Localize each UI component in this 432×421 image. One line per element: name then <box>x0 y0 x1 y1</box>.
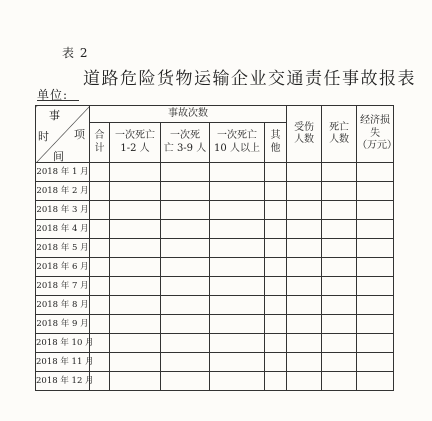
data-cell[interactable] <box>161 334 210 353</box>
data-cell[interactable] <box>210 258 265 277</box>
data-cell[interactable] <box>210 372 265 391</box>
data-cell[interactable] <box>265 315 287 334</box>
data-cell[interactable] <box>322 353 357 372</box>
data-cell[interactable] <box>287 163 322 182</box>
table-row <box>36 220 394 239</box>
table-number: 表 2 <box>62 46 89 60</box>
data-cell[interactable] <box>357 315 394 334</box>
other-header: 其 他 <box>265 123 287 163</box>
month-cell: 2018 年 10 月 <box>36 334 90 353</box>
data-cell[interactable] <box>90 182 110 201</box>
data-cell[interactable] <box>322 163 357 182</box>
table-row <box>36 296 394 315</box>
data-cell[interactable] <box>210 277 265 296</box>
data-cell[interactable] <box>357 258 394 277</box>
data-cell[interactable] <box>322 334 357 353</box>
data-cell[interactable] <box>357 163 394 182</box>
table-row <box>36 334 394 353</box>
month-cell: 2018 年 5 月 <box>36 239 90 258</box>
data-cell[interactable] <box>210 353 265 372</box>
data-cell[interactable] <box>110 163 161 182</box>
data-cell[interactable] <box>287 353 322 372</box>
data-cell[interactable] <box>287 182 322 201</box>
data-cell[interactable] <box>322 277 357 296</box>
data-cell[interactable] <box>161 296 210 315</box>
data-cell[interactable] <box>161 258 210 277</box>
data-cell[interactable] <box>110 315 161 334</box>
data-cell[interactable] <box>110 296 161 315</box>
data-cell[interactable] <box>161 163 210 182</box>
data-cell[interactable] <box>357 220 394 239</box>
data-cell[interactable] <box>322 315 357 334</box>
data-cell[interactable] <box>90 315 110 334</box>
data-cell[interactable] <box>265 353 287 372</box>
table-row <box>36 239 394 258</box>
data-cell[interactable] <box>265 201 287 220</box>
data-cell[interactable] <box>161 220 210 239</box>
table-row <box>36 353 394 372</box>
data-cell[interactable] <box>287 201 322 220</box>
data-cell[interactable] <box>265 372 287 391</box>
corner-label-top: 事 <box>49 109 60 122</box>
month-cell: 2018 年 12 月 <box>36 372 90 391</box>
data-cell[interactable] <box>210 334 265 353</box>
data-cell[interactable] <box>287 258 322 277</box>
month-cell: 2018 年 1 月 <box>36 163 90 182</box>
deaths-1-2-header: 一次死亡 1-2 人 <box>110 123 161 163</box>
data-cell[interactable] <box>210 315 265 334</box>
data-cell[interactable] <box>110 239 161 258</box>
data-cell[interactable] <box>90 258 110 277</box>
accident-report-table <box>35 105 398 391</box>
data-cell[interactable] <box>322 220 357 239</box>
data-cell[interactable] <box>322 296 357 315</box>
month-cell: 2018 年 4 月 <box>36 220 90 239</box>
data-cell[interactable] <box>287 220 322 239</box>
data-cell[interactable] <box>161 353 210 372</box>
data-cell[interactable] <box>210 239 265 258</box>
data-cell[interactable] <box>110 334 161 353</box>
table-row <box>36 258 394 277</box>
data-cell[interactable] <box>322 201 357 220</box>
data-cell[interactable] <box>110 220 161 239</box>
data-cell[interactable] <box>90 163 110 182</box>
data-cell[interactable] <box>287 372 322 391</box>
month-cell: 2018 年 8 月 <box>36 296 90 315</box>
data-cell[interactable] <box>287 315 322 334</box>
data-cell[interactable] <box>90 220 110 239</box>
deaths-3-9-header: 一次死 亡 3-9 人 <box>161 123 210 163</box>
table-row <box>36 182 394 201</box>
data-cell[interactable] <box>265 220 287 239</box>
table-row <box>36 315 394 334</box>
economic-loss-header: 经济损失 （万元） <box>357 106 394 163</box>
data-cell[interactable] <box>287 239 322 258</box>
month-cell: 2018 年 2 月 <box>36 182 90 201</box>
data-cell[interactable] <box>161 239 210 258</box>
data-cell[interactable] <box>265 182 287 201</box>
total-header: 合 计 <box>90 123 110 163</box>
data-cell[interactable] <box>265 163 287 182</box>
data-cell[interactable] <box>210 201 265 220</box>
data-cell[interactable] <box>322 182 357 201</box>
month-cell: 2018 年 11 月 <box>36 353 90 372</box>
deaths-header: 死亡 人数 <box>322 106 357 163</box>
data-cell[interactable] <box>287 334 322 353</box>
data-cell[interactable] <box>287 277 322 296</box>
data-cell[interactable] <box>287 296 322 315</box>
data-cell[interactable] <box>322 258 357 277</box>
table-row <box>36 163 394 182</box>
month-cell: 2018 年 7 月 <box>36 277 90 296</box>
data-cell[interactable] <box>90 277 110 296</box>
data-cell[interactable] <box>357 334 394 353</box>
data-cell[interactable] <box>110 182 161 201</box>
month-cell: 2018 年 9 月 <box>36 315 90 334</box>
data-cell[interactable] <box>210 182 265 201</box>
data-cell[interactable] <box>161 372 210 391</box>
data-cell[interactable] <box>265 277 287 296</box>
table-row <box>36 372 394 391</box>
data-cell[interactable] <box>210 296 265 315</box>
data-cell[interactable] <box>357 182 394 201</box>
accident-count-header: 事故次数 <box>90 106 287 123</box>
corner-label-bottom: 间 <box>53 150 64 163</box>
unit-underline <box>37 100 79 101</box>
data-cell[interactable] <box>357 296 394 315</box>
data-cell[interactable] <box>110 258 161 277</box>
unit-label: 单位: <box>37 88 69 102</box>
data-cell[interactable] <box>322 239 357 258</box>
data-cell[interactable] <box>357 239 394 258</box>
data-cell[interactable] <box>90 239 110 258</box>
data-cell[interactable] <box>357 201 394 220</box>
data-cell[interactable] <box>161 277 210 296</box>
data-cell[interactable] <box>210 220 265 239</box>
corner-label-right: 项 <box>74 128 85 141</box>
injured-header: 受伤 人数 <box>287 106 322 163</box>
data-cell[interactable] <box>90 201 110 220</box>
data-cell[interactable] <box>357 353 394 372</box>
data-cell[interactable] <box>161 315 210 334</box>
data-cell[interactable] <box>110 372 161 391</box>
corner-header-cell <box>36 106 90 163</box>
data-cell[interactable] <box>161 201 210 220</box>
data-cell[interactable] <box>110 277 161 296</box>
table-row <box>36 277 394 296</box>
corner-label-left: 时 <box>38 130 49 143</box>
deaths-10-plus-header: 一次死亡 10 人以上 <box>210 123 265 163</box>
data-cell[interactable] <box>161 182 210 201</box>
data-cell[interactable] <box>90 296 110 315</box>
data-cell[interactable] <box>210 163 265 182</box>
data-cell[interactable] <box>110 201 161 220</box>
data-cell[interactable] <box>265 239 287 258</box>
data-cell[interactable] <box>265 334 287 353</box>
data-cell[interactable] <box>110 353 161 372</box>
month-cell: 2018 年 6 月 <box>36 258 90 277</box>
month-cell: 2018 年 3 月 <box>36 201 90 220</box>
data-cell[interactable] <box>322 372 357 391</box>
data-cell[interactable] <box>265 258 287 277</box>
data-cell[interactable] <box>357 277 394 296</box>
data-cell[interactable] <box>265 296 287 315</box>
table-row <box>36 201 394 220</box>
page-title: 道路危险货物运输企业交通责任事故报表 <box>83 69 416 89</box>
data-cell[interactable] <box>357 372 394 391</box>
